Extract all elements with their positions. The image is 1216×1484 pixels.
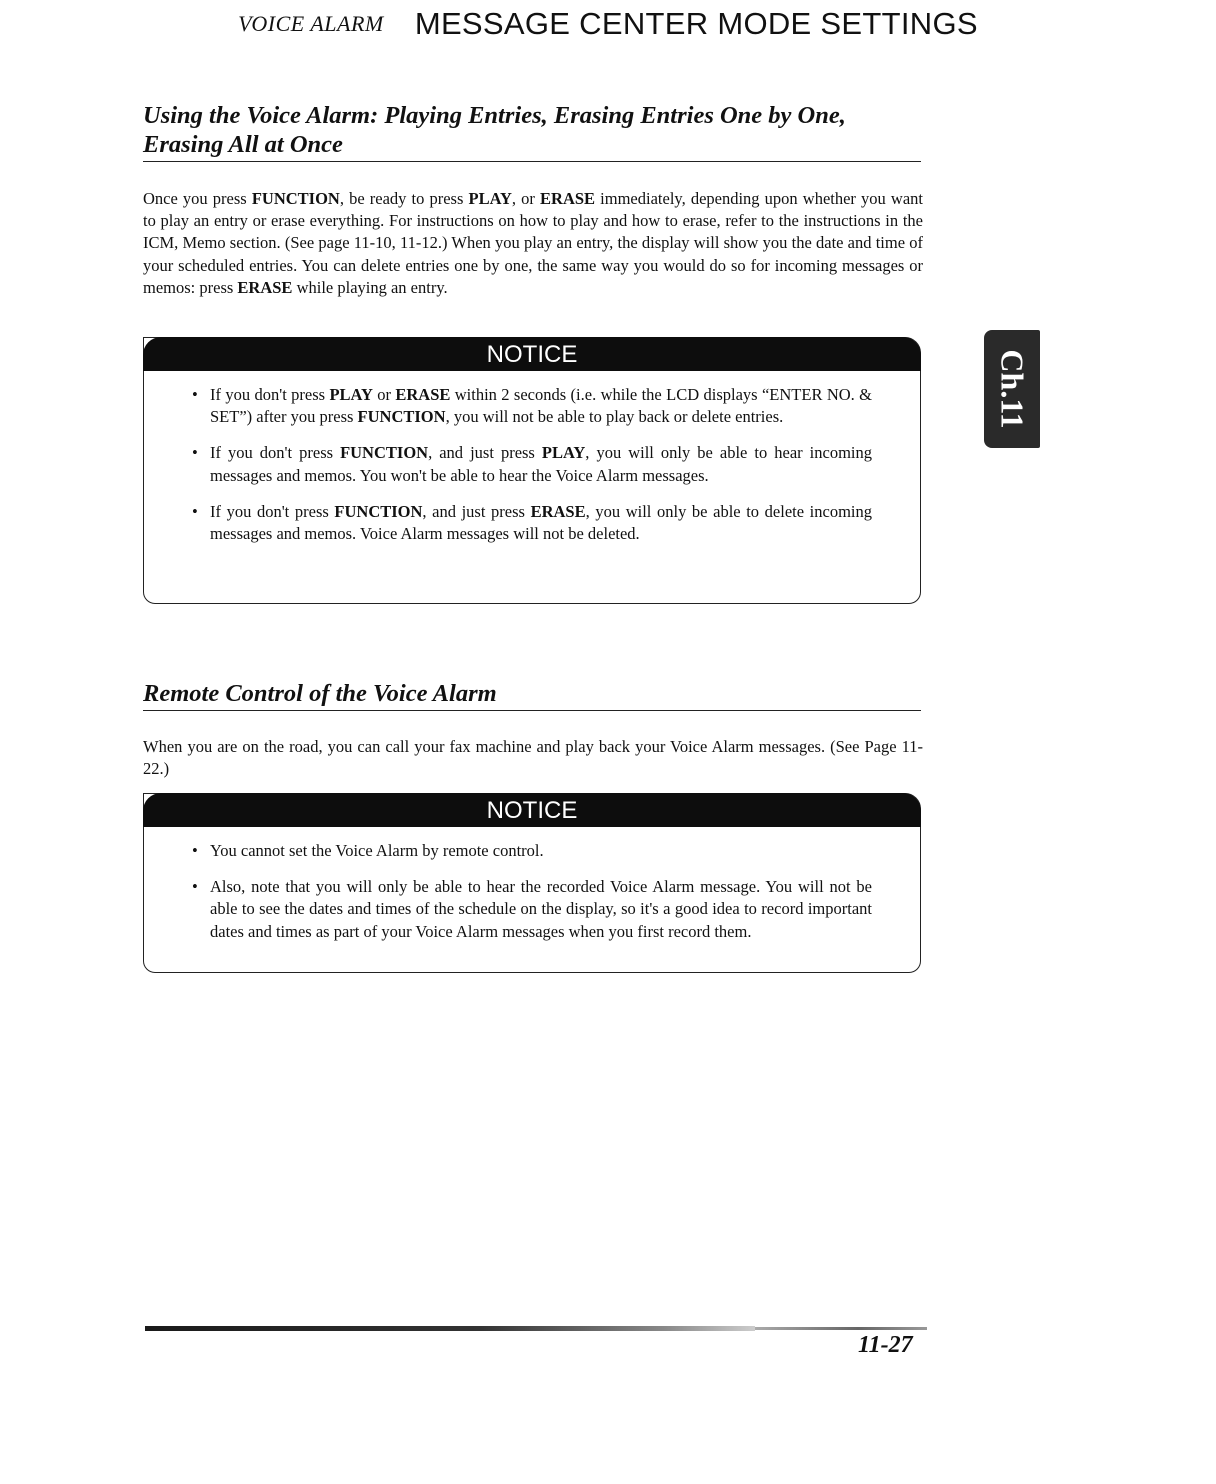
- section2-heading: Remote Control of the Voice Alarm: [143, 679, 921, 711]
- notice-header: NOTICE: [143, 793, 921, 827]
- section2-paragraph: When you are on the road, you can call your fax machine and play back your Voice Alarm messages. (See Page 11-22.): [143, 737, 923, 779]
- header-section: VOICE ALARM: [238, 11, 384, 36]
- bold-term: FUNCTION: [251, 189, 340, 208]
- bullet-icon: •: [192, 841, 198, 860]
- bullet-icon: •: [192, 501, 198, 521]
- notice-item: • If you don't press FUNCTION, and just press PLAY, you will only be able to hear incoming messages and memos. You won't be able to hear the Voice Alarm messages.: [192, 443, 872, 485]
- notice-item: • If you don't press PLAY or ERASE within 2 seconds (i.e. while the LCD displays “ENTER NO. & SET”) after you press FUNCTION, you will not be able to play back or delete entries.: [192, 385, 872, 427]
- bold-term: ERASE: [540, 189, 596, 208]
- notice-list-2: [192, 840, 872, 957]
- notice-header: NOTICE: [143, 337, 921, 371]
- page-header: [0, 6, 1216, 42]
- bullet-icon: •: [192, 877, 198, 897]
- notice-list-1: [192, 384, 872, 559]
- bold-term: FUNCTION: [357, 407, 446, 427]
- notice-item: • If you don't press FUNCTION, and just press ERASE, you will only be able to delete incoming messages and memos. Voice Alarm messages will not be deleted.: [192, 501, 872, 544]
- chapter-tab-label: Ch.11: [994, 349, 1031, 429]
- page-number: 11-27: [858, 1332, 913, 1358]
- header-title: MESSAGE CENTER MODE SETTINGS: [414, 6, 978, 41]
- bold-term: ERASE: [237, 277, 293, 297]
- chapter-tab: [984, 330, 1040, 448]
- bold-term: ERASE: [395, 385, 451, 404]
- bullet-icon: •: [192, 443, 198, 463]
- notice-item: • You cannot set the Voice Alarm by remote control.: [192, 840, 872, 862]
- bold-term: PLAY: [468, 189, 512, 208]
- section1-paragraph: Once you press FUNCTION, be ready to press PLAY, or ERASE immediately, depending upon whether you want to play an entry or erase everything. For instructions on how to play and how to erase, refer to the instructions in the ICM, Memo section. (See page 11-10, 11-12.) When you play an entry, the display will show you the date and time of your scheduled entries. You can delete entries one by one, the same way you would do so for incoming messages or memos: press ERASE while playing an entry.: [143, 189, 923, 297]
- section1-heading: Using the Voice Alarm: Playing Entries, Erasing Entries One by One, Erasing All at Once: [143, 101, 921, 162]
- bullet-icon: •: [192, 385, 198, 404]
- notice-item: • Also, note that you will only be able to hear the recorded Voice Alarm message. You will not be able to see the dates and times of the schedule on the display, so it's a good idea to record important dates and times as part of your Voice Alarm messages when you first record them.: [192, 877, 872, 941]
- bold-term: ERASE: [530, 501, 586, 521]
- notice-box-1: [143, 337, 921, 604]
- bold-term: PLAY: [541, 443, 586, 463]
- footer-rule: [145, 1326, 755, 1331]
- footer-rule-end: [755, 1327, 927, 1330]
- bold-term: FUNCTION: [334, 501, 423, 521]
- notice-box-2: [143, 793, 921, 973]
- bold-term: FUNCTION: [340, 443, 429, 463]
- bold-term: PLAY: [329, 385, 373, 404]
